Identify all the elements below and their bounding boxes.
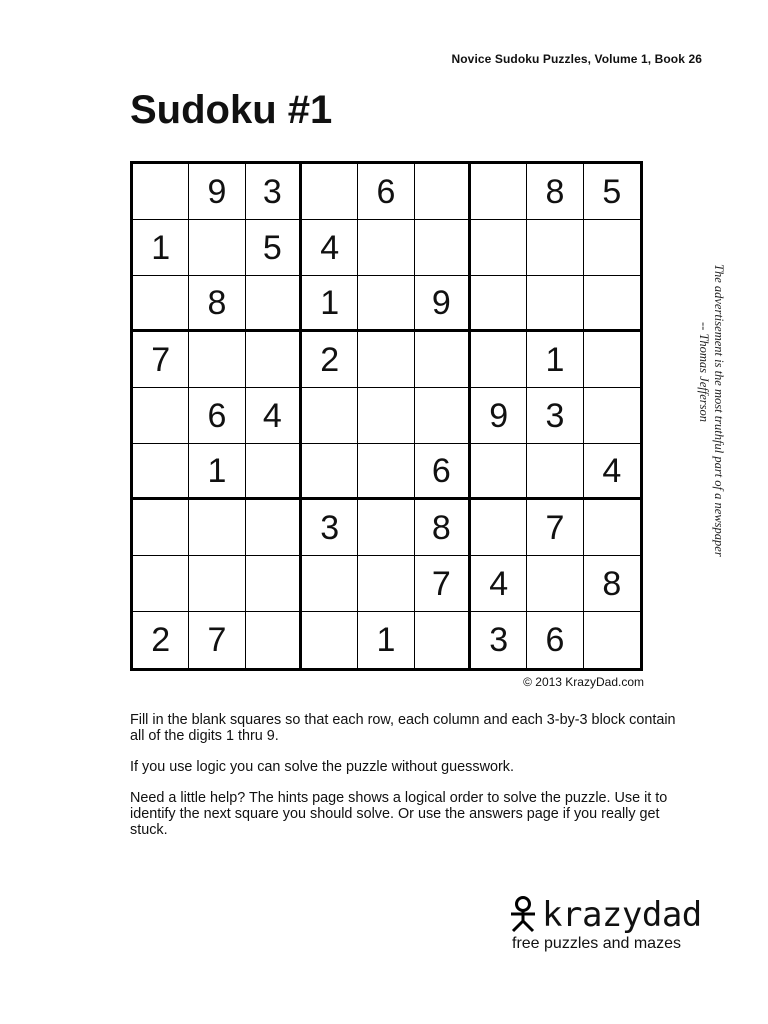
- krazydad-logo-icon: [508, 895, 538, 935]
- sudoku-cell: 1: [527, 332, 583, 388]
- sudoku-cell[interactable]: [584, 500, 640, 556]
- sudoku-cell[interactable]: [358, 556, 414, 612]
- sudoku-cell: 9: [415, 276, 471, 332]
- page-title: Sudoku #1: [130, 88, 333, 132]
- sudoku-cell[interactable]: [471, 332, 527, 388]
- series-title: Novice Sudoku Puzzles, Volume 1, Book 26: [451, 52, 702, 66]
- sudoku-cell: 3: [302, 500, 358, 556]
- sudoku-cell[interactable]: [302, 444, 358, 500]
- sudoku-cell: 7: [415, 556, 471, 612]
- instructions: [130, 712, 690, 853]
- instruction-paragraph: Need a little help? The hints page shows a logical order to solve the puzzle. Use it to identify the next square you should solve. Or use the answers page if you really get stuck.: [130, 790, 668, 838]
- sudoku-cell: 8: [527, 164, 583, 220]
- sudoku-cell[interactable]: [471, 500, 527, 556]
- sudoku-cell[interactable]: [189, 332, 245, 388]
- quote-author: -- Thomas Jefferson: [697, 322, 711, 422]
- sudoku-cell[interactable]: [246, 556, 302, 612]
- sudoku-cell: 4: [584, 444, 640, 500]
- sudoku-cell[interactable]: [471, 276, 527, 332]
- sudoku-cell[interactable]: [358, 220, 414, 276]
- sudoku-cell[interactable]: [358, 500, 414, 556]
- sudoku-cell[interactable]: [189, 556, 245, 612]
- sudoku-cell[interactable]: [246, 444, 302, 500]
- sudoku-cell[interactable]: [584, 332, 640, 388]
- sudoku-cell: 5: [584, 164, 640, 220]
- sudoku-cell: 7: [527, 500, 583, 556]
- sudoku-cell: 1: [133, 220, 189, 276]
- sudoku-cell: 8: [189, 276, 245, 332]
- sudoku-cell: 1: [302, 276, 358, 332]
- sudoku-cell[interactable]: [415, 220, 471, 276]
- sudoku-cell[interactable]: [133, 556, 189, 612]
- sudoku-cell[interactable]: [133, 276, 189, 332]
- sudoku-cell[interactable]: [584, 276, 640, 332]
- sudoku-cell: 5: [246, 220, 302, 276]
- sudoku-cell[interactable]: [133, 164, 189, 220]
- sudoku-cell[interactable]: [471, 444, 527, 500]
- sudoku-cell[interactable]: [415, 164, 471, 220]
- sudoku-cell: 8: [415, 500, 471, 556]
- sudoku-cell: 3: [246, 164, 302, 220]
- sudoku-cell[interactable]: [302, 388, 358, 444]
- sudoku-cell: 1: [189, 444, 245, 500]
- sudoku-cell[interactable]: [527, 556, 583, 612]
- copyright-text: © 2013 KrazyDad.com: [523, 675, 644, 689]
- sudoku-cell[interactable]: [415, 388, 471, 444]
- sudoku-cell: 6: [415, 444, 471, 500]
- sudoku-cell[interactable]: [246, 500, 302, 556]
- sudoku-cell[interactable]: [246, 276, 302, 332]
- sudoku-cell[interactable]: [584, 612, 640, 668]
- sudoku-cell: 6: [358, 164, 414, 220]
- sudoku-cell: 6: [527, 612, 583, 668]
- sudoku-cell[interactable]: [133, 388, 189, 444]
- sudoku-cell: 7: [133, 332, 189, 388]
- sudoku-cell[interactable]: [471, 220, 527, 276]
- brand-tagline: free puzzles and mazes: [512, 935, 681, 952]
- sudoku-cell[interactable]: [358, 332, 414, 388]
- sudoku-cell: 2: [302, 332, 358, 388]
- sudoku-cell[interactable]: [527, 220, 583, 276]
- sudoku-cell[interactable]: [527, 444, 583, 500]
- sudoku-cell[interactable]: [189, 500, 245, 556]
- sudoku-cell: 6: [189, 388, 245, 444]
- sudoku-cell: 9: [471, 388, 527, 444]
- sudoku-cell[interactable]: [246, 332, 302, 388]
- sudoku-cell[interactable]: [358, 444, 414, 500]
- sudoku-cell: 1: [358, 612, 414, 668]
- sudoku-cell[interactable]: [358, 276, 414, 332]
- krazydad-brand[interactable]: [508, 895, 702, 953]
- sudoku-cell: 4: [471, 556, 527, 612]
- sudoku-cell[interactable]: [358, 388, 414, 444]
- sudoku-cell: 9: [189, 164, 245, 220]
- sudoku-cell[interactable]: [302, 556, 358, 612]
- instruction-paragraph: Fill in the blank squares so that each row, each column and each 3-by-3 block contain all of the digits 1 thru 9.: [130, 712, 676, 744]
- sudoku-cell[interactable]: [246, 612, 302, 668]
- brand-name: krazydad: [542, 895, 702, 935]
- sudoku-cell[interactable]: [584, 220, 640, 276]
- sudoku-cell[interactable]: [584, 388, 640, 444]
- instruction-paragraph: If you use logic you can solve the puzzle without guesswork.: [130, 759, 514, 775]
- sudoku-cell: 7: [189, 612, 245, 668]
- sudoku-cell: 2: [133, 612, 189, 668]
- sudoku-cell: 8: [584, 556, 640, 612]
- sudoku-cell[interactable]: [471, 164, 527, 220]
- sudoku-cell: 3: [527, 388, 583, 444]
- sudoku-grid: [130, 161, 643, 671]
- sudoku-cell: 4: [302, 220, 358, 276]
- sudoku-cell: 4: [246, 388, 302, 444]
- sudoku-cell[interactable]: [133, 500, 189, 556]
- sudoku-cell[interactable]: [189, 220, 245, 276]
- sudoku-cell[interactable]: [302, 612, 358, 668]
- sudoku-cell[interactable]: [415, 612, 471, 668]
- sudoku-cell: 3: [471, 612, 527, 668]
- sudoku-cell[interactable]: [302, 164, 358, 220]
- sudoku-cell[interactable]: [415, 332, 471, 388]
- sudoku-cell[interactable]: [133, 444, 189, 500]
- sudoku-cell[interactable]: [527, 276, 583, 332]
